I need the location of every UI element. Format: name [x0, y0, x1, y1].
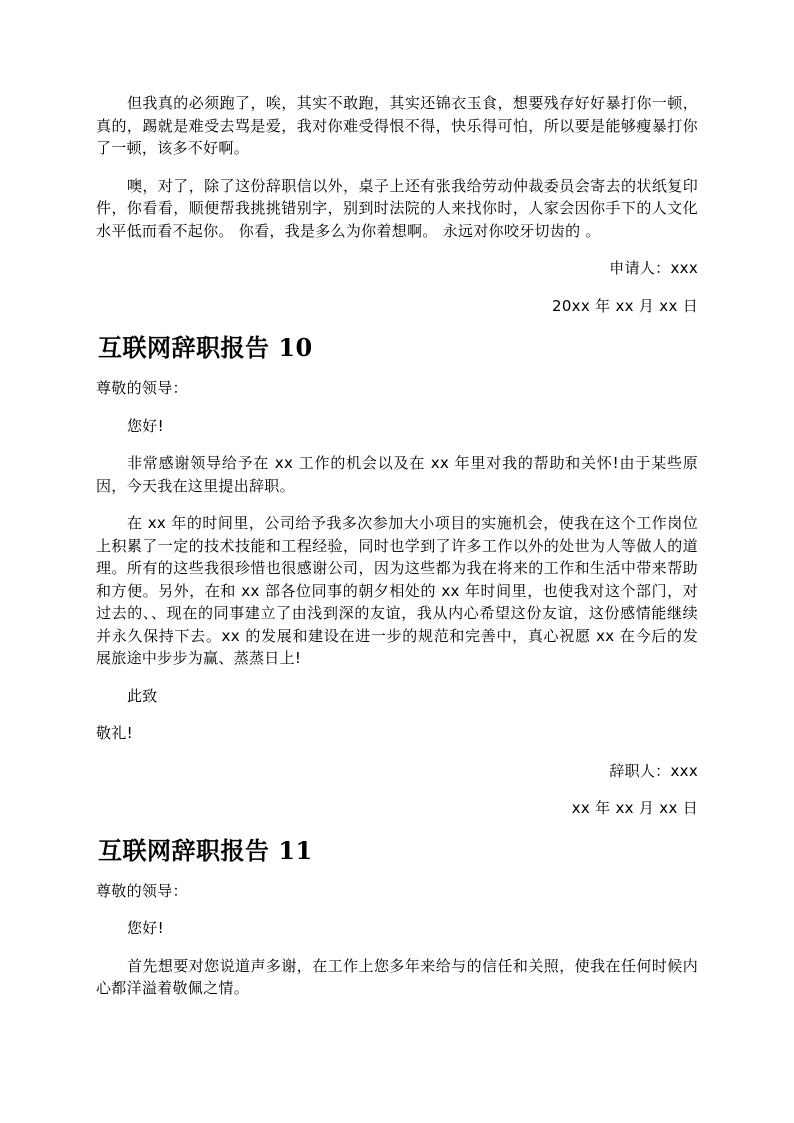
greeting: 您好!	[127, 416, 164, 435]
salutation: 尊敬的领导：	[96, 881, 188, 900]
regards: 敬礼!	[96, 724, 133, 742]
section-title: 互联网辞职报告 11	[98, 835, 313, 865]
section-title: 互联网辞职报告 10	[98, 333, 313, 362]
body-paragraph: 但我真的必须跑了，唉，其实不敢跑，其实还锦衣玉食，想要残存好好暴打你一顿，真的，踢就是难受去骂是爱，我对你难受得恨不得，快乐得可怕，所以要是能够瘦暴打你了一顿，该多不好啊。	[96, 94, 698, 157]
letter-date: 20xx 年 xx 月 xx 日	[552, 296, 698, 315]
body-paragraph: 首先想要对您说道声多谢，在工作上您多年来给与的信任和关照，使我在任何时候内心都洋溢着敬佩之情。	[96, 956, 698, 997]
letter-date: xx 年 xx 月 xx 日	[571, 799, 698, 817]
salutation: 尊敬的领导：	[96, 379, 188, 397]
body-paragraph: 噢，对了，除了这份辞职信以外，桌子上还有张我给劳动仲裁委员会寄去的状纸复印件，你看看，顺便帮我挑挑错别字，别到时法院的人来找你时，人家会因你手下的人文化水平低而看不起你。 你看，我是多么为你着想啊。 永远对你咬牙切齿的 。	[96, 176, 698, 240]
applicant-signature: 申请人：xxx	[609, 259, 698, 277]
body-paragraph: 在 xx 年的时间里，公司给予我多次参加大小项目的实施机会，使我在这个工作岗位上积累了一定的技术技能和工程经验，同时也学到了许多工作以外的处世为人等做人的道理。所有的这些我很珍惜也很感谢公司，因为这些都为我在将来的工作和生活中带来帮助和方便。另外，在和 xx 部各位同事的朝夕相处的 xx 年时间里，也使我对这个部门，对过去的、、现在的同事建立了由浅到深的友谊，我从内心希望这份友谊，这份感情能继续并永久保持下去。xx 的发展和建设在进一步的规范和完善中，真心祝愿 xx 在今后的发展旅途中步步为赢、蒸蒸日上!	[96, 514, 698, 667]
closing: 此致	[127, 686, 158, 705]
body-paragraph: 非常感谢领导给予在 xx 工作的机会以及在 xx 年里对我的帮助和关怀!由于某些原因，今天我在这里提出辞职。	[96, 454, 698, 495]
document-content	[96, 92, 698, 1015]
resigner-signature: 辞职人：xxx	[609, 761, 698, 780]
greeting: 您好!	[127, 919, 164, 937]
